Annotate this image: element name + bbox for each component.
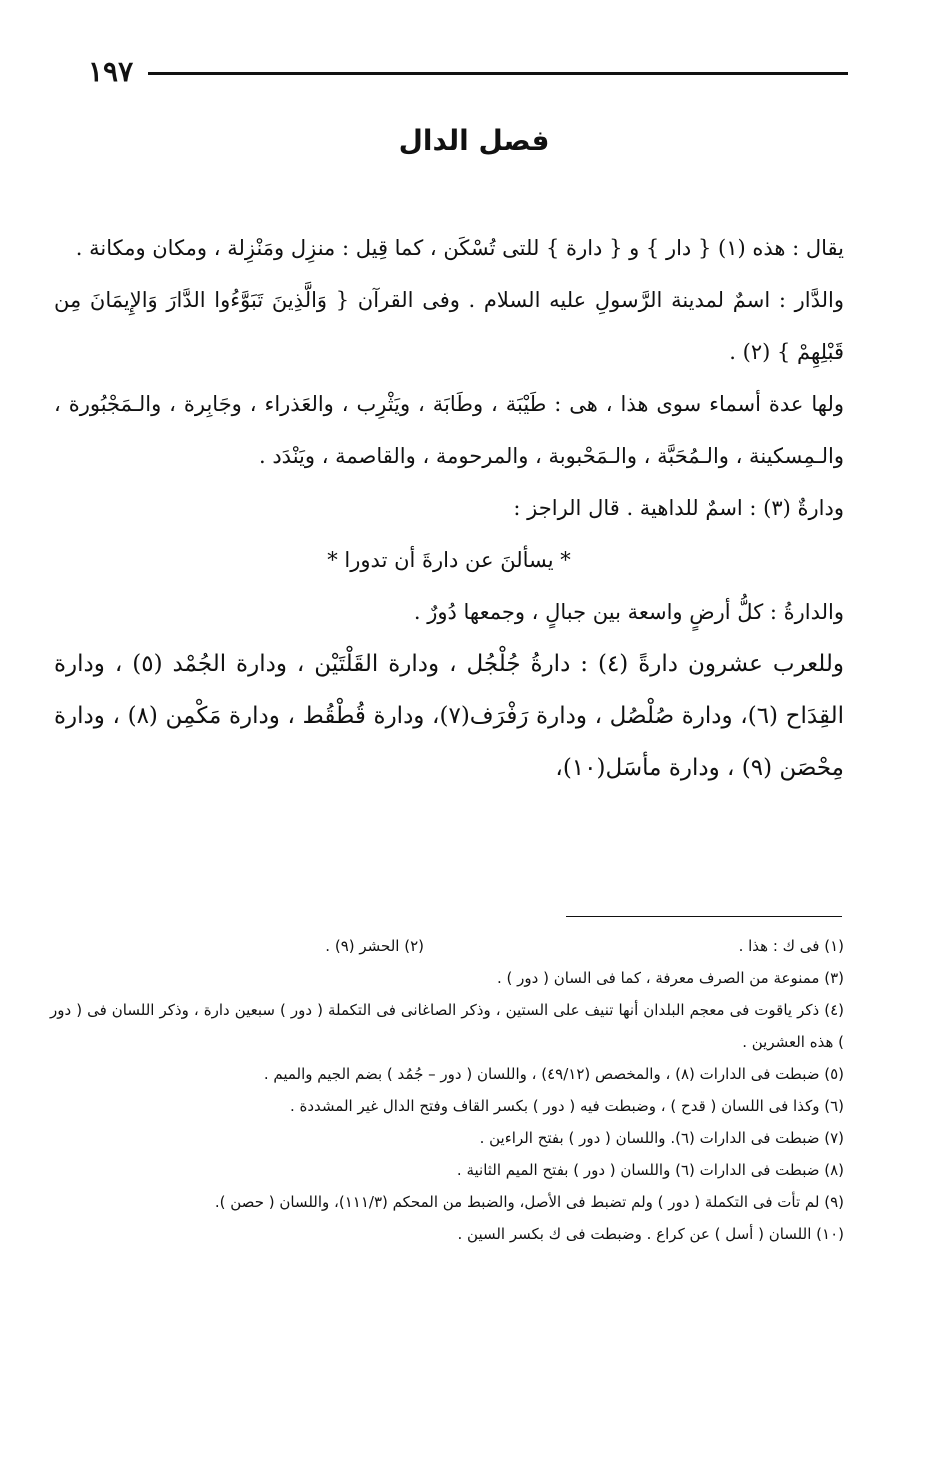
- paragraph-twenty-darat: وللعرب عشرون دارةً (٤) : دارةُ جُلْجُل ، ودارة القَلْتَيْن ، ودارة الجُمْد (٥) ، ودارة القِدَاح (٦)، ودارة صُلْصُل ، ودارة رَفْرَف(٧)، ودارة قُطْقُط ، ودارة مَكْمِن (٨) ، ودارة مِحْصَن (٩) ، ودارة مأسَل(١٠)،: [54, 651, 845, 781]
- footnote-rule: [566, 916, 842, 917]
- footnote-7: (٧) ضبطت فى الدارات (٦). واللسان ( دور ) بفتح الراءين .: [479, 1129, 844, 1147]
- page-header: [84, 52, 852, 92]
- footnote-3: (٣) ممنوعة من الصرف معرفة ، كما فى السان ( دور ) .: [497, 969, 844, 987]
- footnote-9: (٩) لم تأت فى التكملة ( دور ) ولم تضبط فى الأصل، والضبط من المحكم (١١١/٣)، واللسان ( حصن ).: [214, 1193, 844, 1211]
- paragraph-land: والدارةُ : كلُّ أرضٍ واسعة بين جبالٍ ، وجمعها دُورٌ .: [413, 600, 844, 624]
- footnote-10: (١٠) اللسان ( أسل ) عن كراع . وضبطت فى ك بكسر السين .: [457, 1225, 844, 1243]
- footnote-row: [50, 930, 844, 962]
- footnote-5: (٥) ضبطت فى الدارات (٨) ، والمخصص (٤٩/١٢) ، واللسان ( دور – جُمُد ) بضم الجيم والميم .: [263, 1065, 844, 1083]
- page-number: ١٩٧: [88, 55, 134, 88]
- footnotes: [50, 930, 844, 1250]
- header-rule: [148, 72, 848, 75]
- poetry-verse: * يسألنَ عن دارةَ أن تدورا *: [327, 548, 571, 572]
- footnote-1: (١) فى ك : هذا .: [738, 937, 844, 955]
- body-text: [54, 222, 844, 794]
- paragraph-dahiya: ودارةٌ (٣) : اسمٌ للداهية . قال الراجز :: [513, 496, 844, 520]
- footnote-2: (٢) الحشر (٩) .: [325, 937, 424, 955]
- paragraph-madina: والدَّار : اسمٌ لمدينة الرَّسولِ عليه السلام . وفى القرآن { وَالَّذِينَ تَبَوَّءُوا الدَّارَ وَالإِيمَانَ مِن قَبْلِهِمْ } (٢) .: [54, 288, 844, 364]
- section-title: فصل الدال: [398, 124, 550, 157]
- paragraph-dar: يقال : هذه (١) { دار } و { دارة } للتى تُسْكَن ، كما قِيل : منزِل ومَنْزِلة ، ومكان ومكانة .: [75, 236, 844, 260]
- footnote-8: (٨) ضبطت فى الدارات (٦) واللسان ( دور ) بفتح الميم الثانية .: [456, 1161, 844, 1179]
- footnote-6: (٦) وكذا فى اللسان ( قدح ) ، وضبطت فيه ( دور ) بكسر القاف وفتح الدال غير المشددة .: [289, 1097, 844, 1115]
- paragraph-names: ولها عدة أسماء سوى هذا ، هى : طَيْبَة ، وطَابَة ، ويَثْرِب ، والعَذراء ، وجَابِرة ، والـمَجْبُورة ، والـمِسكينة ، والـمُحَبَّة ، والـمَحْبوبة ، والمرحومة ، والقاصمة ، ويَنْدَد .: [54, 392, 844, 468]
- footnote-4: (٤) ذكر ياقوت فى معجم البلدان أنها تنيف على الستين ، وذكر الصاغانى فى التكملة ( دور ) سبعين دارة ، وذكر اللسان فى ( دور ) هذه العشرين .: [50, 1001, 844, 1051]
